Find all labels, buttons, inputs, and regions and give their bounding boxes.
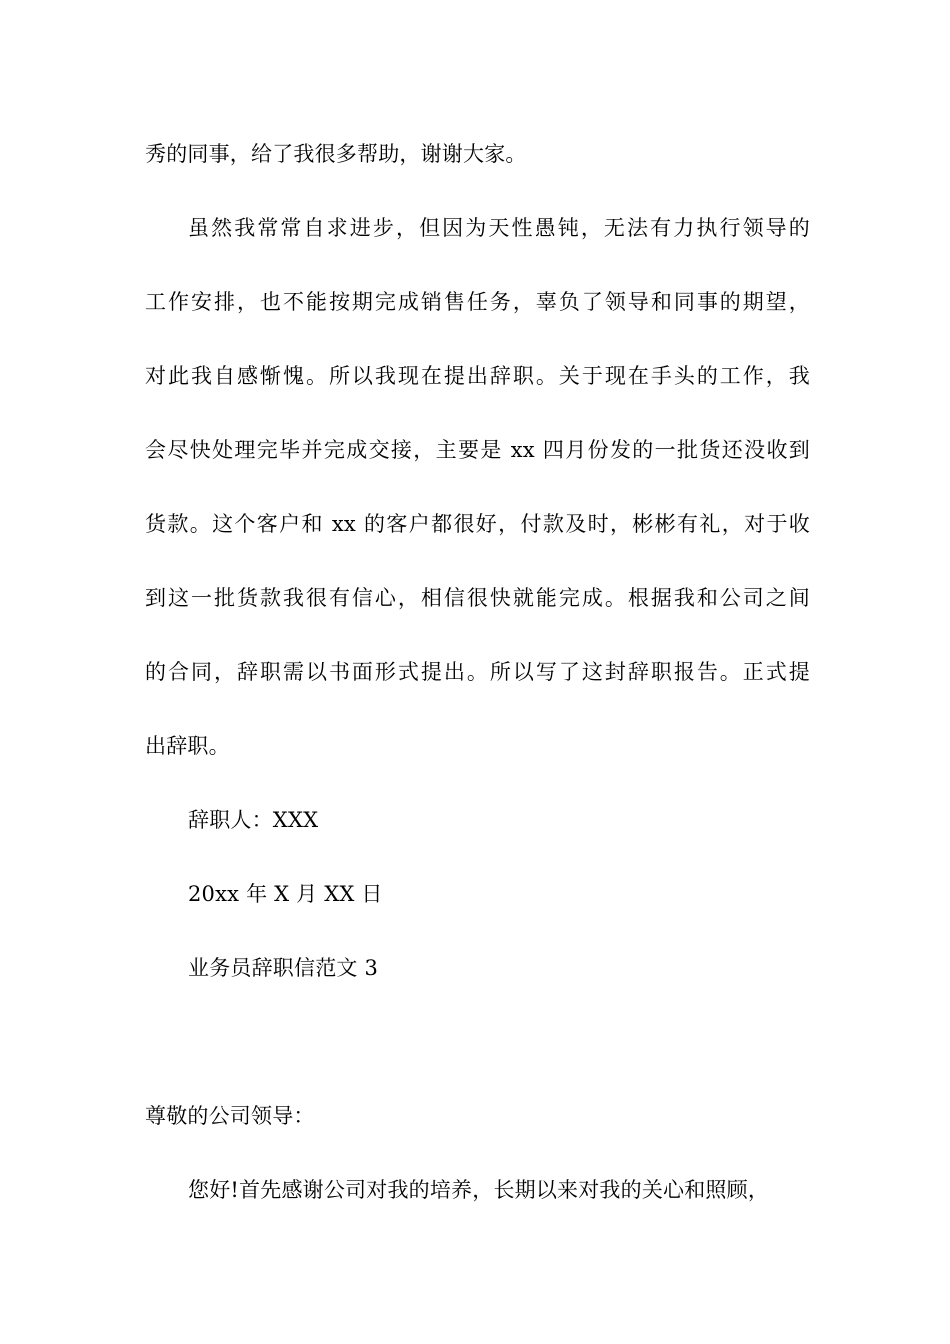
paragraph-line: 虽然我常常自求进步，但因为天性愚钝，无法有力执行领导的	[188, 216, 810, 240]
paragraph-line: 工作安排，也不能按期完成销售任务，辜负了领导和同事的期望，	[145, 290, 810, 314]
paragraph-line: 的合同，辞职需以书面形式提出。所以写了这封辞职报告。正式提	[145, 660, 810, 684]
section-title: 业务员辞职信范文 3	[188, 956, 379, 980]
salutation: 尊敬的公司领导：	[145, 1104, 315, 1128]
paragraph-line: 货款。这个客户和 xx 的客户都很好，付款及时，彬彬有礼，对于收	[145, 512, 810, 536]
paragraph-line: 到这一批货款我很有信心，相信很快就能完成。根据我和公司之间	[145, 586, 810, 610]
paragraph-line: 会尽快处理完毕并完成交接，主要是 xx 四月份发的一批货还没收到	[145, 438, 810, 462]
paragraph-line: 出辞职。	[145, 734, 230, 758]
signature: 辞职人：XXX	[188, 808, 319, 832]
opening-line: 您好!首先感谢公司对我的培养，长期以来对我的关心和照顾，	[188, 1178, 770, 1202]
paragraph-line: 秀的同事，给了我很多帮助，谢谢大家。	[145, 142, 527, 166]
date: 20xx 年 X 月 XX 日	[188, 882, 383, 906]
paragraph-line: 对此我自感惭愧。所以我现在提出辞职。关于现在手头的工作，我	[145, 364, 810, 388]
